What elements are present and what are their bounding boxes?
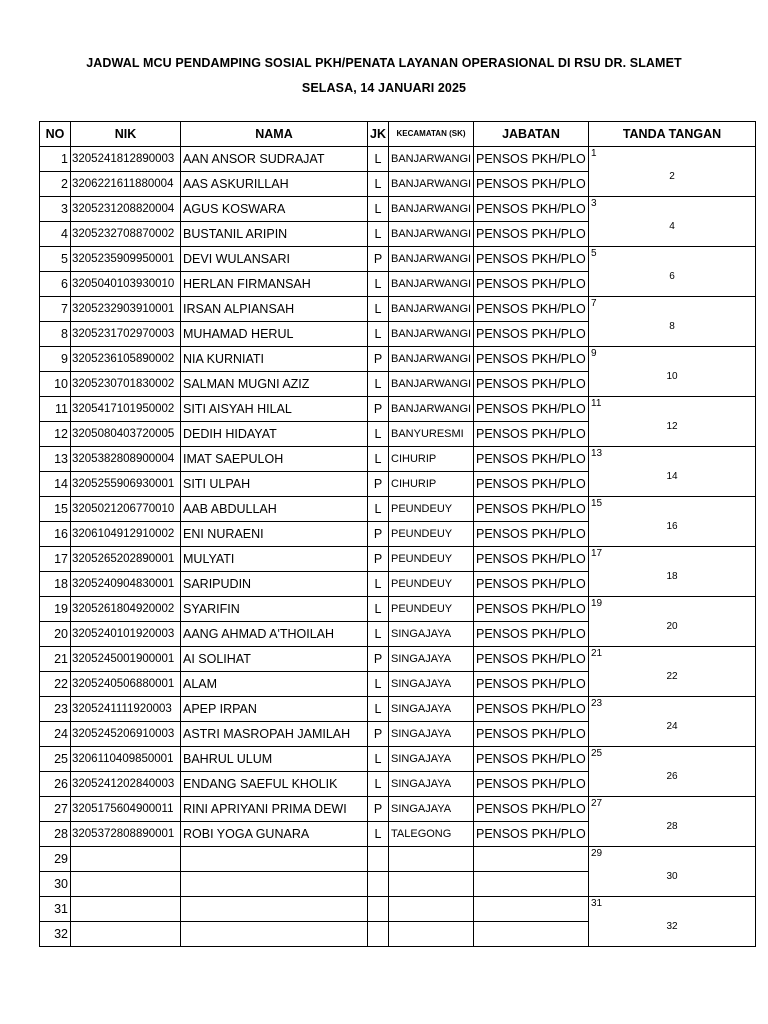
row-kecamatan xyxy=(389,872,474,897)
row-nik: 3205265202890001 xyxy=(71,547,181,572)
row-nik: 3205231702970003 xyxy=(71,322,181,347)
row-jk: L xyxy=(368,772,389,797)
signature-cell[interactable] xyxy=(589,297,756,347)
table-row xyxy=(40,597,756,622)
signature-cell[interactable] xyxy=(589,347,756,397)
row-kecamatan: BANJARWANGI xyxy=(389,272,474,297)
row-nama xyxy=(181,922,368,947)
row-kecamatan: BANJARWANGI xyxy=(389,172,474,197)
row-jabatan xyxy=(474,847,589,872)
row-jk: L xyxy=(368,172,389,197)
row-nama: AAS ASKURILLAH xyxy=(181,172,368,197)
row-kecamatan: PEUNDEUY xyxy=(389,572,474,597)
row-kecamatan: BANJARWANGI xyxy=(389,247,474,272)
row-no: 8 xyxy=(40,322,71,347)
row-jk: L xyxy=(368,197,389,222)
signature-slot-number: 17 xyxy=(591,548,603,559)
row-no: 9 xyxy=(40,347,71,372)
row-no: 14 xyxy=(40,472,71,497)
row-no: 32 xyxy=(40,922,71,947)
row-no: 29 xyxy=(40,847,71,872)
row-no: 22 xyxy=(40,672,71,697)
table-row xyxy=(40,397,756,422)
document-date: SELASA, 14 JANUARI 2025 xyxy=(301,81,467,95)
signature-slot-number: 25 xyxy=(591,748,603,759)
row-kecamatan: SINGAJAYA xyxy=(389,747,474,772)
row-no: 6 xyxy=(40,272,71,297)
row-jk: P xyxy=(368,797,389,822)
row-nama: RINI APRIYANI PRIMA DEWI xyxy=(181,797,368,822)
row-nik: 3205232903910001 xyxy=(71,297,181,322)
row-nik: 3205261804920002 xyxy=(71,597,181,622)
row-jk: P xyxy=(368,647,389,672)
row-jabatan: PENSOS PKH/PLO xyxy=(474,147,589,172)
row-jk: L xyxy=(368,422,389,447)
row-nama: SALMAN MUGNI AZIZ xyxy=(181,372,368,397)
row-nik: 3205255906930001 xyxy=(71,472,181,497)
row-jk xyxy=(368,847,389,872)
row-nama: ENI NURAENI xyxy=(181,522,368,547)
row-jk: L xyxy=(368,147,389,172)
signature-slot-number: 8 xyxy=(669,321,675,332)
row-kecamatan: SINGAJAYA xyxy=(389,622,474,647)
row-no: 12 xyxy=(40,422,71,447)
row-jk: L xyxy=(368,572,389,597)
row-nama: SITI AISYAH HILAL xyxy=(181,397,368,422)
table-header-row xyxy=(40,122,756,147)
row-kecamatan: PEUNDEUY xyxy=(389,547,474,572)
row-nik: 3206221611880004 xyxy=(71,172,181,197)
row-nama: MULYATI xyxy=(181,547,368,572)
row-nik: 3205372808890001 xyxy=(71,822,181,847)
row-nik: 3205080403720005 xyxy=(71,422,181,447)
row-jabatan: PENSOS PKH/PLO xyxy=(474,197,589,222)
signature-slot-number: 2 xyxy=(669,171,675,182)
row-no: 23 xyxy=(40,697,71,722)
signature-cell[interactable] xyxy=(589,747,756,797)
row-no: 25 xyxy=(40,747,71,772)
row-nik xyxy=(71,872,181,897)
row-jabatan: PENSOS PKH/PLO xyxy=(474,447,589,472)
row-jabatan: PENSOS PKH/PLO xyxy=(474,422,589,447)
row-jabatan xyxy=(474,922,589,947)
row-kecamatan xyxy=(389,922,474,947)
row-no: 4 xyxy=(40,222,71,247)
row-jk: L xyxy=(368,622,389,647)
row-jabatan: PENSOS PKH/PLO xyxy=(474,497,589,522)
row-no: 5 xyxy=(40,247,71,272)
row-jabatan: PENSOS PKH/PLO xyxy=(474,222,589,247)
row-nama: IMAT SAEPULOH xyxy=(181,447,368,472)
row-nik xyxy=(71,922,181,947)
table-row xyxy=(40,847,756,872)
table-row xyxy=(40,147,756,172)
signature-cell[interactable] xyxy=(589,547,756,597)
signature-slot-number: 27 xyxy=(591,798,603,809)
table-row xyxy=(40,247,756,272)
row-jk: L xyxy=(368,597,389,622)
row-nik: 3205236105890002 xyxy=(71,347,181,372)
row-nik: 3205241111920003 xyxy=(71,697,181,722)
row-kecamatan: PEUNDEUY xyxy=(389,597,474,622)
row-no: 27 xyxy=(40,797,71,822)
row-nik: 3205240506880001 xyxy=(71,672,181,697)
row-nik xyxy=(71,897,181,922)
row-jabatan: PENSOS PKH/PLO xyxy=(474,272,589,297)
row-no: 26 xyxy=(40,772,71,797)
row-kecamatan: SINGAJAYA xyxy=(389,697,474,722)
row-jk: L xyxy=(368,272,389,297)
row-jk: L xyxy=(368,672,389,697)
signature-slot-number: 23 xyxy=(591,698,603,709)
row-jabatan: PENSOS PKH/PLO xyxy=(474,397,589,422)
row-nama: ROBI YOGA GUNARA xyxy=(181,822,368,847)
row-nama: ALAM xyxy=(181,672,368,697)
row-jabatan: PENSOS PKH/PLO xyxy=(474,472,589,497)
signature-slot-number: 7 xyxy=(591,298,597,309)
row-kecamatan: BANJARWANGI xyxy=(389,322,474,347)
signature-slot-number: 10 xyxy=(666,371,678,382)
row-nama: IRSAN ALPIANSAH xyxy=(181,297,368,322)
row-jk: P xyxy=(368,397,389,422)
signature-slot-number: 18 xyxy=(666,571,678,582)
row-kecamatan: BANYURESMI xyxy=(389,422,474,447)
row-nama xyxy=(181,897,368,922)
row-nama: NIA KURNIATI xyxy=(181,347,368,372)
row-jk: L xyxy=(368,372,389,397)
table-row xyxy=(40,797,756,822)
row-jk: P xyxy=(368,347,389,372)
table-row xyxy=(40,897,756,922)
signature-cell[interactable] xyxy=(589,647,756,697)
row-nama: AANG AHMAD A'THOILAH xyxy=(181,622,368,647)
row-jk: L xyxy=(368,322,389,347)
row-jk: P xyxy=(368,722,389,747)
row-no: 17 xyxy=(40,547,71,572)
signature-slot-number: 26 xyxy=(666,771,678,782)
signature-slot-number: 30 xyxy=(666,871,678,882)
row-no: 11 xyxy=(40,397,71,422)
row-jk: L xyxy=(368,222,389,247)
row-nik: 3205175604900011 xyxy=(71,797,181,822)
row-nama: SYARIFIN xyxy=(181,597,368,622)
table-row xyxy=(40,747,756,772)
row-jabatan: PENSOS PKH/PLO xyxy=(474,347,589,372)
row-jk: L xyxy=(368,822,389,847)
row-jabatan: PENSOS PKH/PLO xyxy=(474,172,589,197)
row-kecamatan: PEUNDEUY xyxy=(389,497,474,522)
header-jabatan: JABATAN xyxy=(474,122,589,147)
row-jabatan: PENSOS PKH/PLO xyxy=(474,647,589,672)
row-no: 21 xyxy=(40,647,71,672)
header-tanda-tangan: TANDA TANGAN xyxy=(589,122,756,147)
signature-slot-number: 32 xyxy=(666,921,678,932)
signature-cell[interactable] xyxy=(589,247,756,297)
row-nama: SITI ULPAH xyxy=(181,472,368,497)
row-no: 1 xyxy=(40,147,71,172)
signature-slot-number: 13 xyxy=(591,448,603,459)
signature-cell[interactable] xyxy=(589,197,756,247)
row-nik: 3206110409850001 xyxy=(71,747,181,772)
row-nama: APEP IRPAN xyxy=(181,697,368,722)
row-jk: P xyxy=(368,522,389,547)
row-kecamatan: BANJARWANGI xyxy=(389,347,474,372)
row-no: 24 xyxy=(40,722,71,747)
row-nama: AI SOLIHAT xyxy=(181,647,368,672)
row-jabatan: PENSOS PKH/PLO xyxy=(474,672,589,697)
signature-cell[interactable] xyxy=(589,447,756,497)
row-jk xyxy=(368,922,389,947)
signature-slot-number: 22 xyxy=(666,671,678,682)
row-jk: P xyxy=(368,247,389,272)
table-row xyxy=(40,647,756,672)
row-jabatan: PENSOS PKH/PLO xyxy=(474,572,589,597)
row-no: 7 xyxy=(40,297,71,322)
row-no: 13 xyxy=(40,447,71,472)
row-nik: 3205235909950001 xyxy=(71,247,181,272)
header-nama: NAMA xyxy=(181,122,368,147)
row-nik: 3205245206910003 xyxy=(71,722,181,747)
row-nik: 3205240101920003 xyxy=(71,622,181,647)
row-kecamatan: SINGAJAYA xyxy=(389,672,474,697)
row-nama: DEDIH HIDAYAT xyxy=(181,422,368,447)
signature-slot-number: 24 xyxy=(666,721,678,732)
row-jk: L xyxy=(368,297,389,322)
row-nama: AAN ANSOR SUDRAJAT xyxy=(181,147,368,172)
signature-slot-number: 21 xyxy=(591,648,603,659)
mcu-schedule-table xyxy=(39,121,756,947)
row-jabatan: PENSOS PKH/PLO xyxy=(474,247,589,272)
row-kecamatan: BANJARWANGI xyxy=(389,397,474,422)
signature-slot-number: 20 xyxy=(666,621,678,632)
row-nik: 3205241812890003 xyxy=(71,147,181,172)
row-jabatan: PENSOS PKH/PLO xyxy=(474,522,589,547)
row-jabatan: PENSOS PKH/PLO xyxy=(474,722,589,747)
signature-slot-number: 5 xyxy=(591,248,597,259)
row-kecamatan: PEUNDEUY xyxy=(389,522,474,547)
signature-cell[interactable] xyxy=(589,797,756,847)
table-row xyxy=(40,497,756,522)
row-nama: DEVI WULANSARI xyxy=(181,247,368,272)
row-jabatan: PENSOS PKH/PLO xyxy=(474,697,589,722)
row-jk: L xyxy=(368,747,389,772)
row-kecamatan: SINGAJAYA xyxy=(389,647,474,672)
row-no: 10 xyxy=(40,372,71,397)
signature-cell[interactable] xyxy=(589,847,756,897)
signature-slot-number: 1 xyxy=(591,148,597,159)
signature-cell[interactable] xyxy=(589,597,756,647)
row-kecamatan: SINGAJAYA xyxy=(389,797,474,822)
table-row xyxy=(40,447,756,472)
row-jk xyxy=(368,872,389,897)
table-row xyxy=(40,297,756,322)
row-kecamatan: TALEGONG xyxy=(389,822,474,847)
row-nik xyxy=(71,847,181,872)
table-row xyxy=(40,347,756,372)
row-jabatan: PENSOS PKH/PLO xyxy=(474,822,589,847)
row-nik: 3205382808900004 xyxy=(71,447,181,472)
row-nama: ENDANG SAEFUL KHOLIK xyxy=(181,772,368,797)
row-kecamatan: CIHURIP xyxy=(389,472,474,497)
row-nama: HERLAN FIRMANSAH xyxy=(181,272,368,297)
row-jabatan: PENSOS PKH/PLO xyxy=(474,747,589,772)
signature-cell[interactable] xyxy=(589,397,756,447)
row-no: 15 xyxy=(40,497,71,522)
document-title: JADWAL MCU PENDAMPING SOSIAL PKH/PENATA LAYANAN OPERASIONAL DI RSU DR. SLAMET xyxy=(86,56,682,70)
header-no: NO xyxy=(40,122,71,147)
row-no: 2 xyxy=(40,172,71,197)
signature-slot-number: 16 xyxy=(666,521,678,532)
row-nama: BAHRUL ULUM xyxy=(181,747,368,772)
row-jk: L xyxy=(368,497,389,522)
row-nik: 3205241202840003 xyxy=(71,772,181,797)
row-nama: AAB ABDULLAH xyxy=(181,497,368,522)
row-jabatan: PENSOS PKH/PLO xyxy=(474,372,589,397)
row-no: 31 xyxy=(40,897,71,922)
signature-slot-number: 31 xyxy=(591,898,603,909)
row-no: 3 xyxy=(40,197,71,222)
row-no: 16 xyxy=(40,522,71,547)
signature-slot-number: 19 xyxy=(591,598,603,609)
table-row xyxy=(40,197,756,222)
row-nik: 3206104912910002 xyxy=(71,522,181,547)
row-jabatan: PENSOS PKH/PLO xyxy=(474,597,589,622)
row-nama: SARIPUDIN xyxy=(181,572,368,597)
signature-slot-number: 14 xyxy=(666,471,678,482)
row-nama: MUHAMAD HERUL xyxy=(181,322,368,347)
row-jabatan: PENSOS PKH/PLO xyxy=(474,797,589,822)
row-kecamatan: CIHURIP xyxy=(389,447,474,472)
row-nik: 3205232708870002 xyxy=(71,222,181,247)
row-jk: P xyxy=(368,547,389,572)
row-no: 30 xyxy=(40,872,71,897)
signature-slot-number: 15 xyxy=(591,498,603,509)
signature-slot-number: 12 xyxy=(666,421,678,432)
row-jabatan: PENSOS PKH/PLO xyxy=(474,772,589,797)
signature-cell[interactable] xyxy=(589,897,756,947)
row-nama: AGUS KOSWARA xyxy=(181,197,368,222)
row-jabatan xyxy=(474,872,589,897)
row-jk: L xyxy=(368,697,389,722)
signature-slot-number: 6 xyxy=(669,271,675,282)
row-nik: 3205231208820004 xyxy=(71,197,181,222)
signature-slot-number: 29 xyxy=(591,848,603,859)
row-jabatan xyxy=(474,897,589,922)
row-kecamatan xyxy=(389,847,474,872)
signature-cell[interactable] xyxy=(589,497,756,547)
row-kecamatan: BANJARWANGI xyxy=(389,372,474,397)
row-kecamatan: BANJARWANGI xyxy=(389,222,474,247)
table-row xyxy=(40,547,756,572)
row-nik: 3205040103930010 xyxy=(71,272,181,297)
row-nama xyxy=(181,847,368,872)
signature-slot-number: 28 xyxy=(666,821,678,832)
row-kecamatan: BANJARWANGI xyxy=(389,297,474,322)
row-jk: L xyxy=(368,447,389,472)
row-nik: 3205417101950002 xyxy=(71,397,181,422)
row-kecamatan xyxy=(389,897,474,922)
header-kecamatan: KECAMATAN (SK) xyxy=(389,122,474,147)
signature-slot-number: 11 xyxy=(591,398,602,409)
row-nama: ASTRI MASROPAH JAMILAH xyxy=(181,722,368,747)
row-kecamatan: BANJARWANGI xyxy=(389,197,474,222)
row-jk xyxy=(368,897,389,922)
signature-cell[interactable] xyxy=(589,697,756,747)
row-nik: 3205021206770010 xyxy=(71,497,181,522)
row-jabatan: PENSOS PKH/PLO xyxy=(474,297,589,322)
table-row xyxy=(40,697,756,722)
row-kecamatan: SINGAJAYA xyxy=(389,772,474,797)
row-jabatan: PENSOS PKH/PLO xyxy=(474,547,589,572)
row-jabatan: PENSOS PKH/PLO xyxy=(474,322,589,347)
signature-slot-number: 9 xyxy=(591,348,597,359)
row-jabatan: PENSOS PKH/PLO xyxy=(474,622,589,647)
row-kecamatan: SINGAJAYA xyxy=(389,722,474,747)
row-no: 20 xyxy=(40,622,71,647)
row-kecamatan: BANJARWANGI xyxy=(389,147,474,172)
row-no: 28 xyxy=(40,822,71,847)
row-nama xyxy=(181,872,368,897)
row-jk: P xyxy=(368,472,389,497)
row-nik: 3205240904830001 xyxy=(71,572,181,597)
signature-cell[interactable] xyxy=(589,147,756,197)
row-nik: 3205230701830002 xyxy=(71,372,181,397)
row-no: 18 xyxy=(40,572,71,597)
header-nik: NIK xyxy=(71,122,181,147)
signature-slot-number: 3 xyxy=(591,198,597,209)
header-jk: JK xyxy=(368,122,389,147)
row-nik: 3205245001900001 xyxy=(71,647,181,672)
signature-slot-number: 4 xyxy=(669,221,675,232)
row-nama: BUSTANIL ARIPIN xyxy=(181,222,368,247)
row-no: 19 xyxy=(40,597,71,622)
